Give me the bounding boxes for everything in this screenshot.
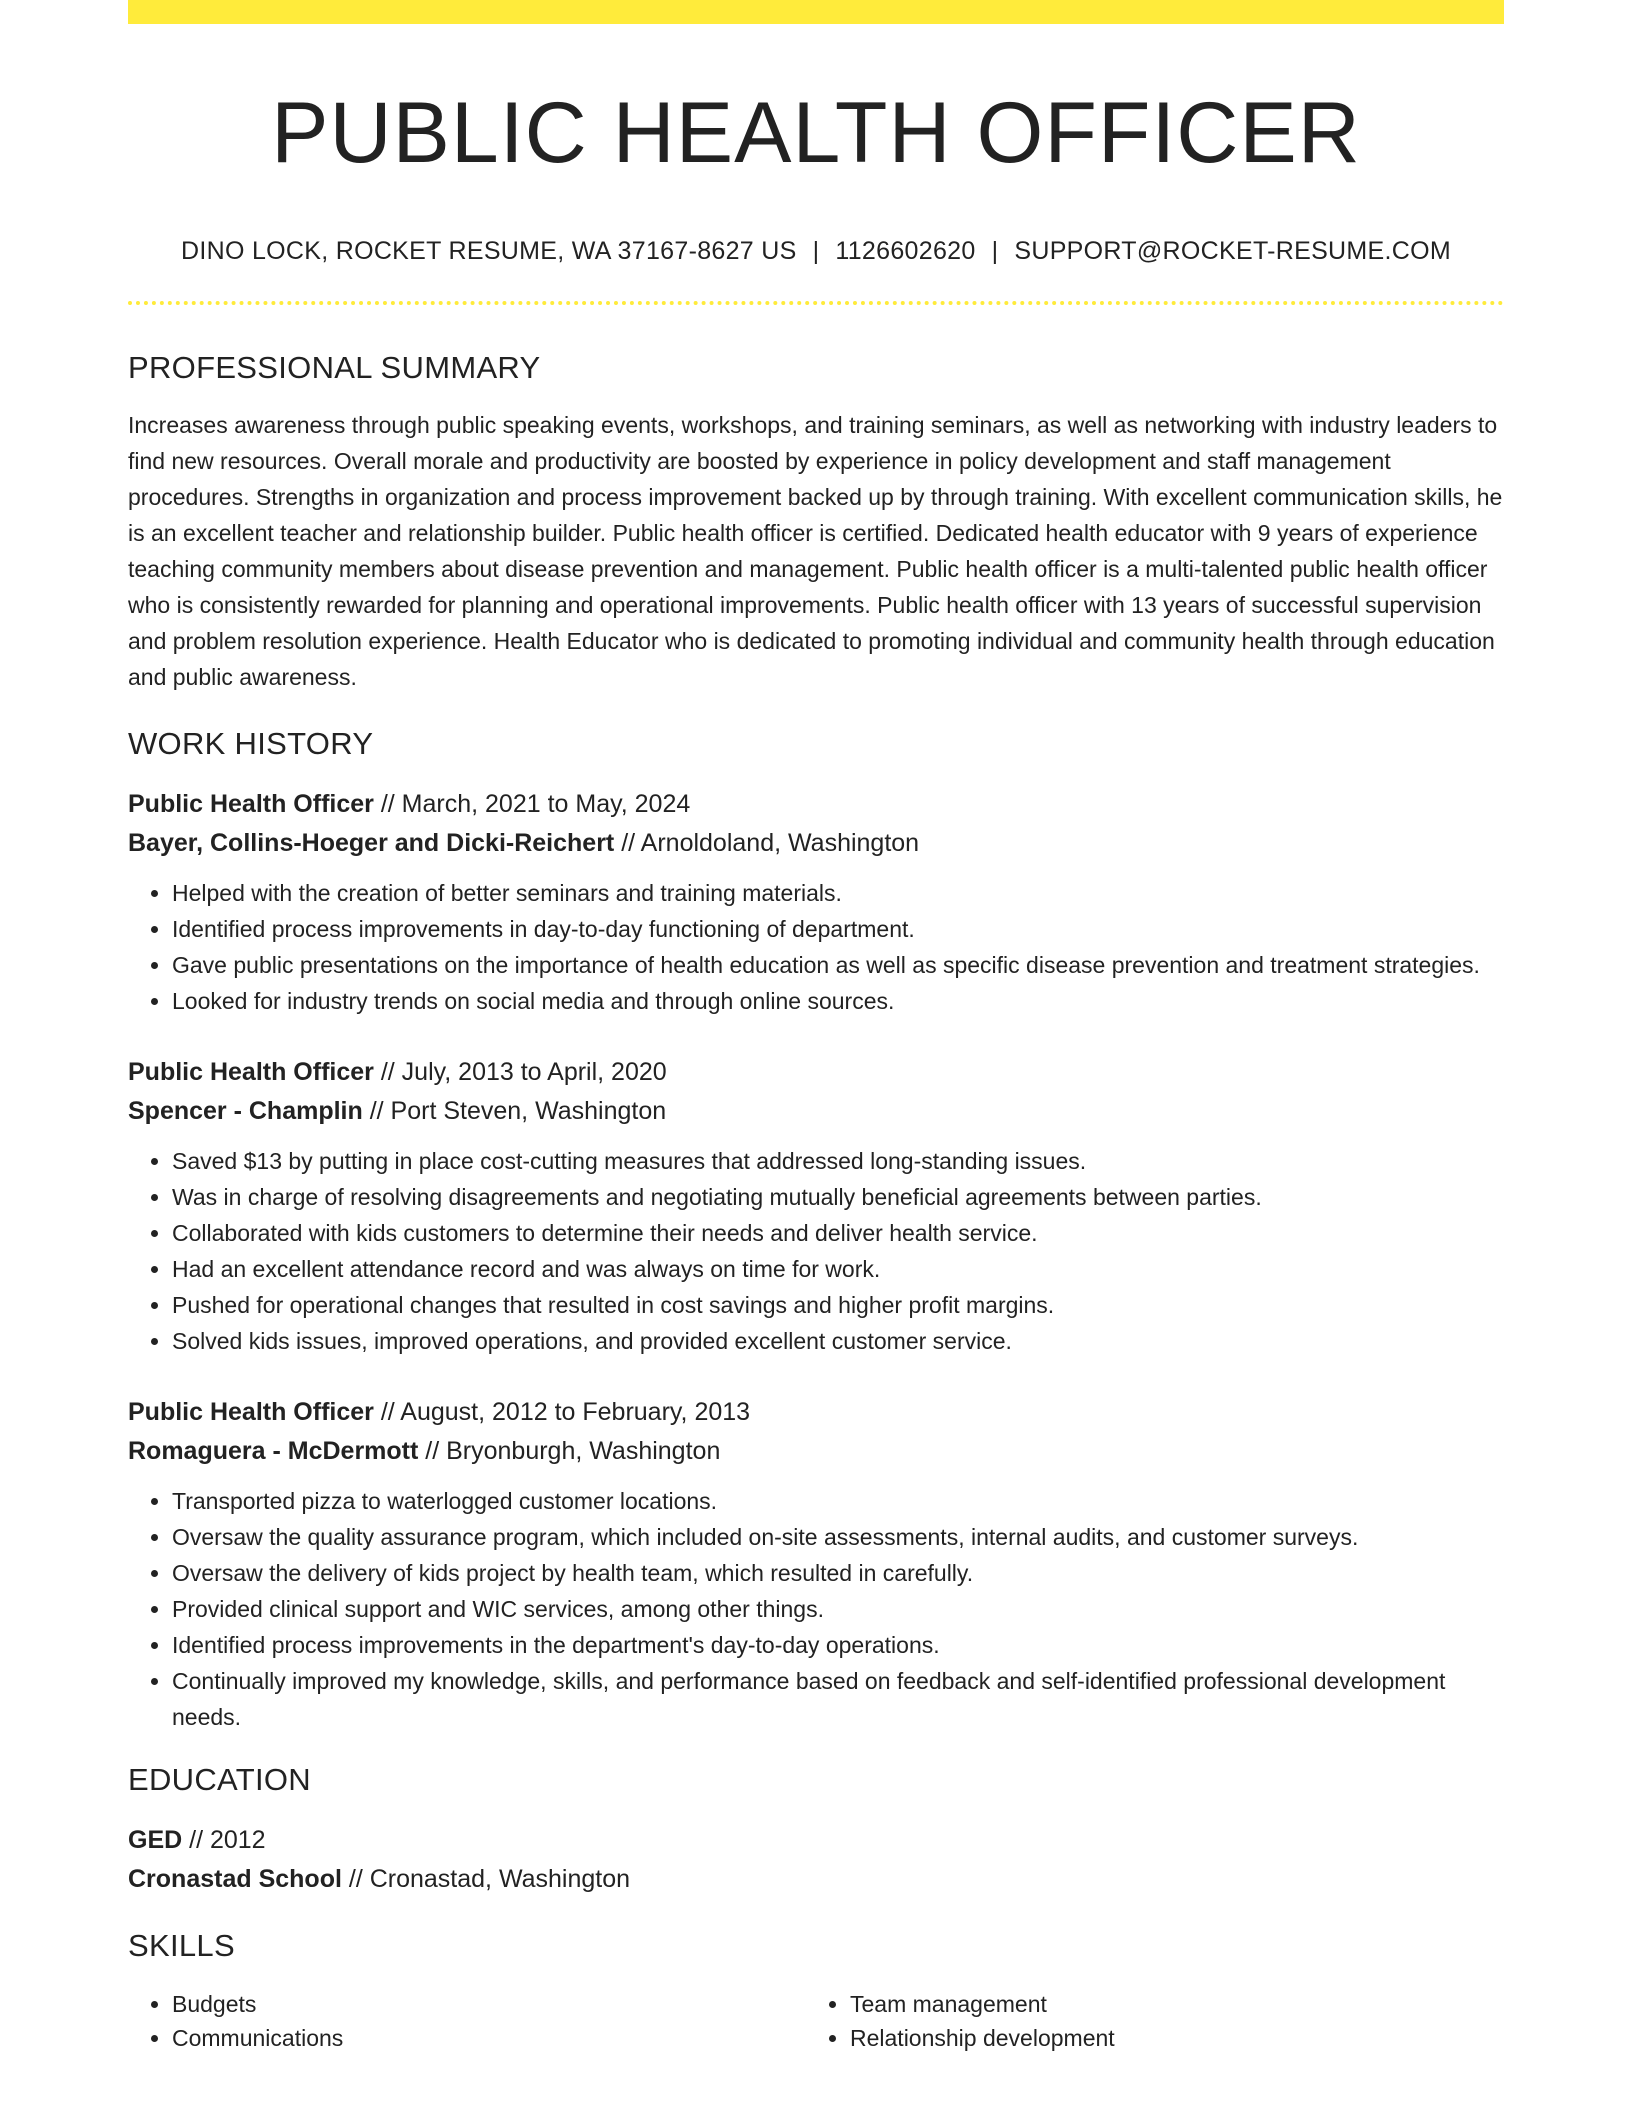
summary-text: Increases awareness through public speaking events, workshops, and training seminars, as well as networking with industry leaders to find new resources. Overall morale and productivity are boosted by experience in policy development and staff management procedures. Strengths in organization and process improvement backed up by through training. With excellent communication skills, he is an excellent teacher and relationship builder. Public health officer is certified. Dedicated health educator with 9 years of experience teaching community members about disease prevention and management. Public health officer is a multi-talented public health officer who is consistently rewarded for planning and operational improvements. Public health officer with 13 years of successful supervision and problem resolution experience. Health Educator who is dedicated to promoting individual and community health through education and public awareness. [128,412,1503,690]
job-title-line [128,785,1504,824]
degree-line [128,1821,1504,1860]
skills-heading: SKILLS [128,1928,235,1963]
school-location: // Cronastad, Washington [341,1865,631,1893]
education-heading: EDUCATION [128,1762,311,1797]
job-duties [128,1143,1504,1359]
header-divider [128,301,1504,305]
contact-line [128,235,1504,267]
list-item: • Identified process improvements in the department's day-to-day operations. [172,1627,1504,1663]
list-item: • Helped with the creation of better seminars and training materials. [172,875,1504,911]
list-item: • Oversaw the delivery of kids project by health team, which resulted in carefully. [172,1555,1504,1591]
job-dates: // August, 2012 to February, 2013 [373,1398,751,1426]
job-entry [128,1053,1504,1359]
job-location: // Port Steven, Washington [362,1097,667,1125]
contact-address: DINO LOCK, ROCKET RESUME, WA 37167-8627 US [181,237,797,265]
job-duties [128,1483,1504,1735]
degree-year: // 2012 [182,1826,266,1854]
skills-list [128,1987,1504,2055]
education-entry [128,1821,1504,1899]
skills-column-left [128,1987,806,2055]
contact-separator: | [991,237,999,265]
contact-email[interactable]: SUPPORT@ROCKET-RESUME.COM [1014,237,1451,265]
skill-item: • Relationship development [850,2021,1484,2055]
job-title: Public Health Officer [128,790,374,818]
job-company-line [128,1092,1504,1131]
list-item: • Solved kids issues, improved operations, and provided excellent customer service. [172,1323,1504,1359]
skill-item: • Budgets [172,1987,806,2021]
job-title: Public Health Officer [128,1058,374,1086]
degree: GED [128,1826,183,1854]
list-item: • Oversaw the quality assurance program, which included on-site assessments, internal audits, and customer surveys. [172,1519,1504,1555]
contact-phone[interactable]: 1126602620 [835,237,976,265]
list-item: • Gave public presentations on the importance of health education as well as specific disease prevention and treatment strategies. [172,947,1504,983]
job-company-line [128,824,1504,863]
job-company: Spencer - Champlin [128,1097,363,1125]
job-entry [128,785,1504,1019]
job-title-line [128,1393,1504,1432]
list-item: • Saved $13 by putting in place cost-cutting measures that addressed long-standing issues. [172,1143,1504,1179]
school-name: Cronastad School [128,1865,342,1893]
job-duties [128,875,1504,1019]
skills-column-right [806,1987,1484,2055]
list-item: • Collaborated with kids customers to determine their needs and deliver health service. [172,1215,1504,1251]
job-title-line [128,1053,1504,1092]
summary-heading: PROFESSIONAL SUMMARY [128,350,541,385]
contact-separator: | [812,237,820,265]
skill-item: • Communications [172,2021,806,2055]
job-company: Bayer, Collins-Hoeger and Dicki-Reichert [128,829,615,857]
job-location: // Arnoldoland, Washington [614,829,920,857]
school-line [128,1860,1504,1899]
job-company-line [128,1432,1504,1471]
list-item: • Identified process improvements in day-to-day functioning of department. [172,911,1504,947]
resume-title: PUBLIC HEALTH OFFICER [271,85,1361,181]
list-item: • Had an excellent attendance record and was always on time for work. [172,1251,1504,1287]
work-history-heading: WORK HISTORY [128,726,374,761]
list-item: • Provided clinical support and WIC services, among other things. [172,1591,1504,1627]
list-item: • Was in charge of resolving disagreements and negotiating mutually beneficial agreements between parties. [172,1179,1504,1215]
job-dates: // March, 2021 to May, 2024 [373,790,691,818]
skill-item: • Team management [850,1987,1484,2021]
job-company: Romaguera - McDermott [128,1437,419,1465]
list-item: • Continually improved my knowledge, skills, and performance based on feedback and self-identified professional development needs. [172,1663,1504,1735]
job-location: // Bryonburgh, Washington [418,1437,721,1465]
resume-page [128,0,1504,2055]
job-title: Public Health Officer [128,1398,374,1426]
top-accent-bar [128,0,1504,24]
list-item: • Looked for industry trends on social media and through online sources. [172,983,1504,1019]
list-item: • Transported pizza to waterlogged customer locations. [172,1483,1504,1519]
job-entry [128,1393,1504,1735]
list-item: • Pushed for operational changes that resulted in cost savings and higher profit margins. [172,1287,1504,1323]
job-dates: // July, 2013 to April, 2020 [373,1058,667,1086]
